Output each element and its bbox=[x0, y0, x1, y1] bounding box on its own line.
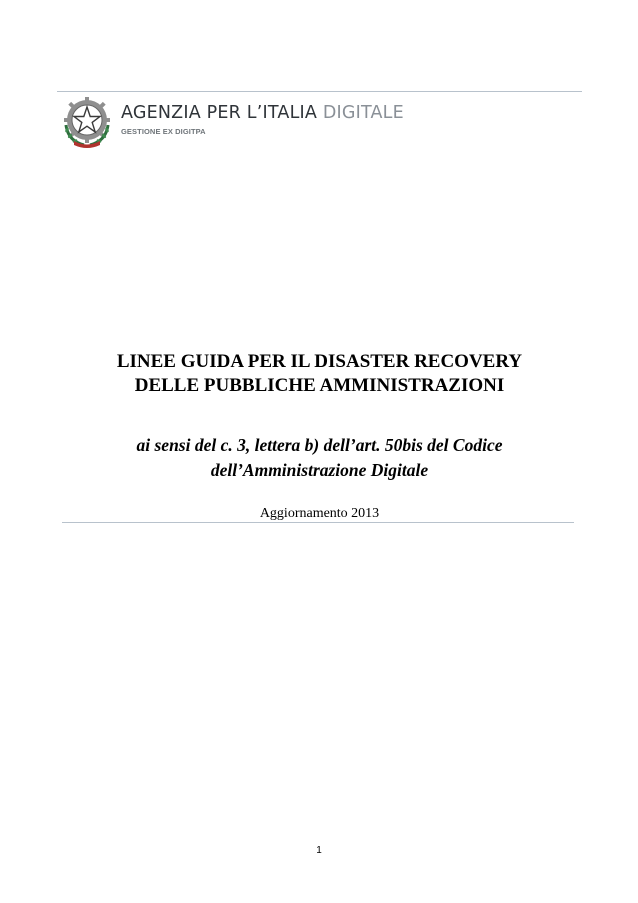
document-title bbox=[57, 350, 582, 398]
document-title-line-2: DELLE PUBBLICHE AMMINISTRAZIONI bbox=[134, 375, 505, 396]
update-year: Aggiornamento 2013 bbox=[259, 506, 380, 521]
agency-name bbox=[121, 103, 404, 123]
document-subtitle-line-1: ai sensi del c. 3, lettera b) dell’art. 50bis del Codice bbox=[136, 435, 503, 455]
document-subtitle-line-2: dell’Amministrazione Digitale bbox=[210, 460, 429, 480]
title-bottom-rule bbox=[62, 522, 574, 523]
italian-republic-emblem-icon bbox=[60, 95, 114, 149]
document-subtitle bbox=[57, 433, 582, 483]
document-title-line-1: LINEE GUIDA PER IL DISASTER RECOVERY bbox=[116, 351, 523, 372]
agency-subtitle: GESTIONE EX DIGITPA bbox=[121, 127, 206, 136]
agency-name-accent: DIGITALE bbox=[322, 103, 404, 123]
header-top-rule bbox=[57, 91, 582, 92]
agency-name-main: AGENZIA PER L’ITALIA bbox=[121, 103, 323, 123]
page-number: 1 bbox=[316, 845, 322, 856]
